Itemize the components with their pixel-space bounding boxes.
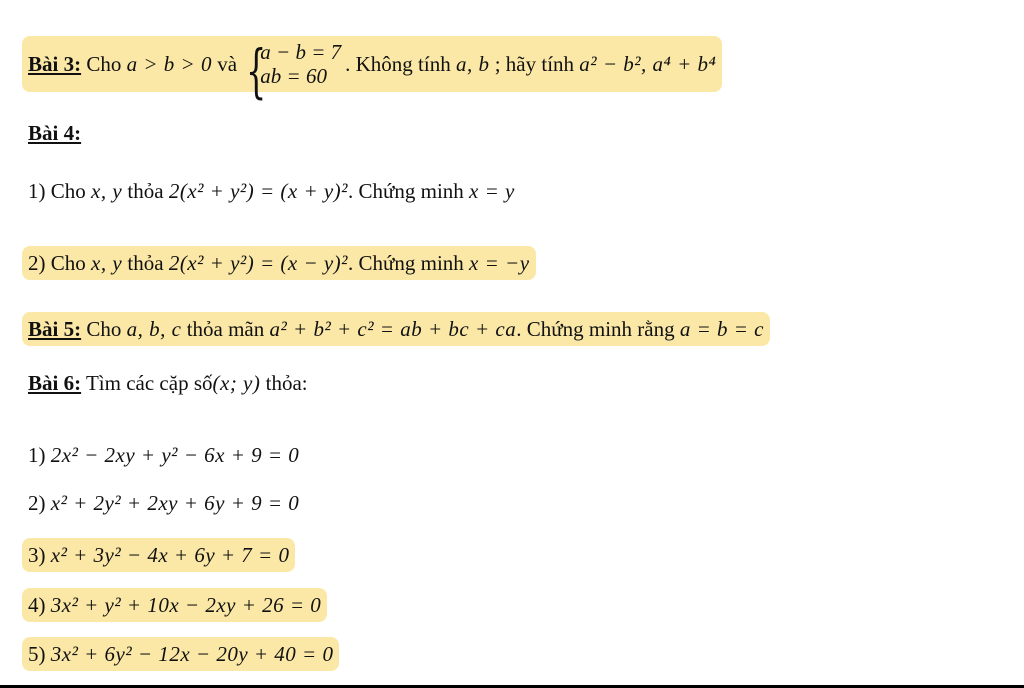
bai4-item-2 [22, 246, 536, 280]
bai6-item-4 [22, 588, 327, 622]
bai3-title: Bài 3: [28, 52, 82, 76]
bai4-item-2-mid: thỏa [122, 251, 169, 275]
bai3-targets: a² − b², a⁴ + b⁴ [579, 52, 717, 76]
bai6-pair: (x; y) [212, 371, 261, 395]
bai5-goal: a = b = c [679, 317, 765, 341]
bai4-title: Bài 4: [28, 121, 82, 145]
bai6-item-4-equation: 3x² + y² + 10x − 2xy + 26 = 0 [50, 593, 322, 617]
bai3-vars: a, b [455, 52, 490, 76]
bai6-item-3 [22, 538, 295, 572]
bai3-condition: a > b > 0 [126, 52, 212, 76]
bai6-item-5-num: 5) [28, 642, 51, 666]
bai3-system-row-2: ab = 60 [260, 64, 327, 89]
bai6-heading [28, 368, 308, 398]
bai3-middle2: ; hãy tính [489, 52, 580, 76]
bai6-item-2 [28, 488, 299, 518]
bai4-item-1-vars: x, y [91, 179, 123, 203]
bai4-item-1-goal: x = y [469, 179, 515, 203]
bai5-equation: a² + b² + c² = ab + bc + ca [269, 317, 517, 341]
bai6-item-3-num: 3) [28, 543, 51, 567]
bai6-item-5 [22, 637, 339, 671]
bai4-item-2-equation: 2(x² + y²) = (x − y)² [168, 251, 348, 275]
bai4-heading [28, 118, 81, 148]
bai5-vars: a, b, c [126, 317, 182, 341]
bai6-item-5-equation: 3x² + 6y² − 12x − 20y + 40 = 0 [50, 642, 334, 666]
bai6-suffix: thỏa: [260, 371, 308, 395]
bai6-item-4-num: 4) [28, 593, 51, 617]
bai5-line [22, 312, 770, 346]
bai4-item-1-prefix: 1) Cho [28, 179, 91, 203]
bai4-item-1 [28, 176, 515, 206]
bai5-mid2: . Chứng minh rằng [516, 317, 680, 341]
bai6-prefix: Tìm các cặp số [81, 371, 213, 395]
bai6-item-2-num: 2) [28, 491, 51, 515]
brace-glyph: { [246, 37, 267, 106]
bai4-item-1-equation: 2(x² + y²) = (x + y)² [168, 179, 348, 203]
bai3-line [22, 36, 722, 106]
bai4-item-2-vars: x, y [91, 251, 123, 275]
bai3-system-row-1: a − b = 7 [260, 40, 342, 65]
bai6-title: Bài 6: [28, 371, 82, 395]
bai6-item-1 [28, 440, 299, 470]
bai4-item-2-goal: x = −y [469, 251, 530, 275]
bai6-item-3-equation: x² + 3y² − 4x + 6y + 7 = 0 [50, 543, 290, 567]
bai5-title: Bài 5: [28, 317, 82, 341]
bai3-prefix: Cho [81, 52, 127, 76]
bai5-mid: thỏa mãn [181, 317, 270, 341]
bai3-system [246, 37, 342, 106]
bai3-middle: . Không tính [345, 52, 456, 76]
bai6-item-1-equation: 2x² − 2xy + y² − 6x + 9 = 0 [50, 443, 300, 467]
bai4-item-1-mid: thỏa [122, 179, 169, 203]
bai4-item-2-mid2: . Chứng minh [347, 251, 470, 275]
bai6-item-2-equation: x² + 2y² + 2xy + 6y + 9 = 0 [50, 491, 300, 515]
bai5-prefix: Cho [81, 317, 127, 341]
bai4-item-1-mid2: . Chứng minh [347, 179, 470, 203]
bai6-item-1-num: 1) [28, 443, 51, 467]
bai3-va: và [211, 52, 243, 76]
bai4-item-2-prefix: 2) Cho [28, 251, 91, 275]
